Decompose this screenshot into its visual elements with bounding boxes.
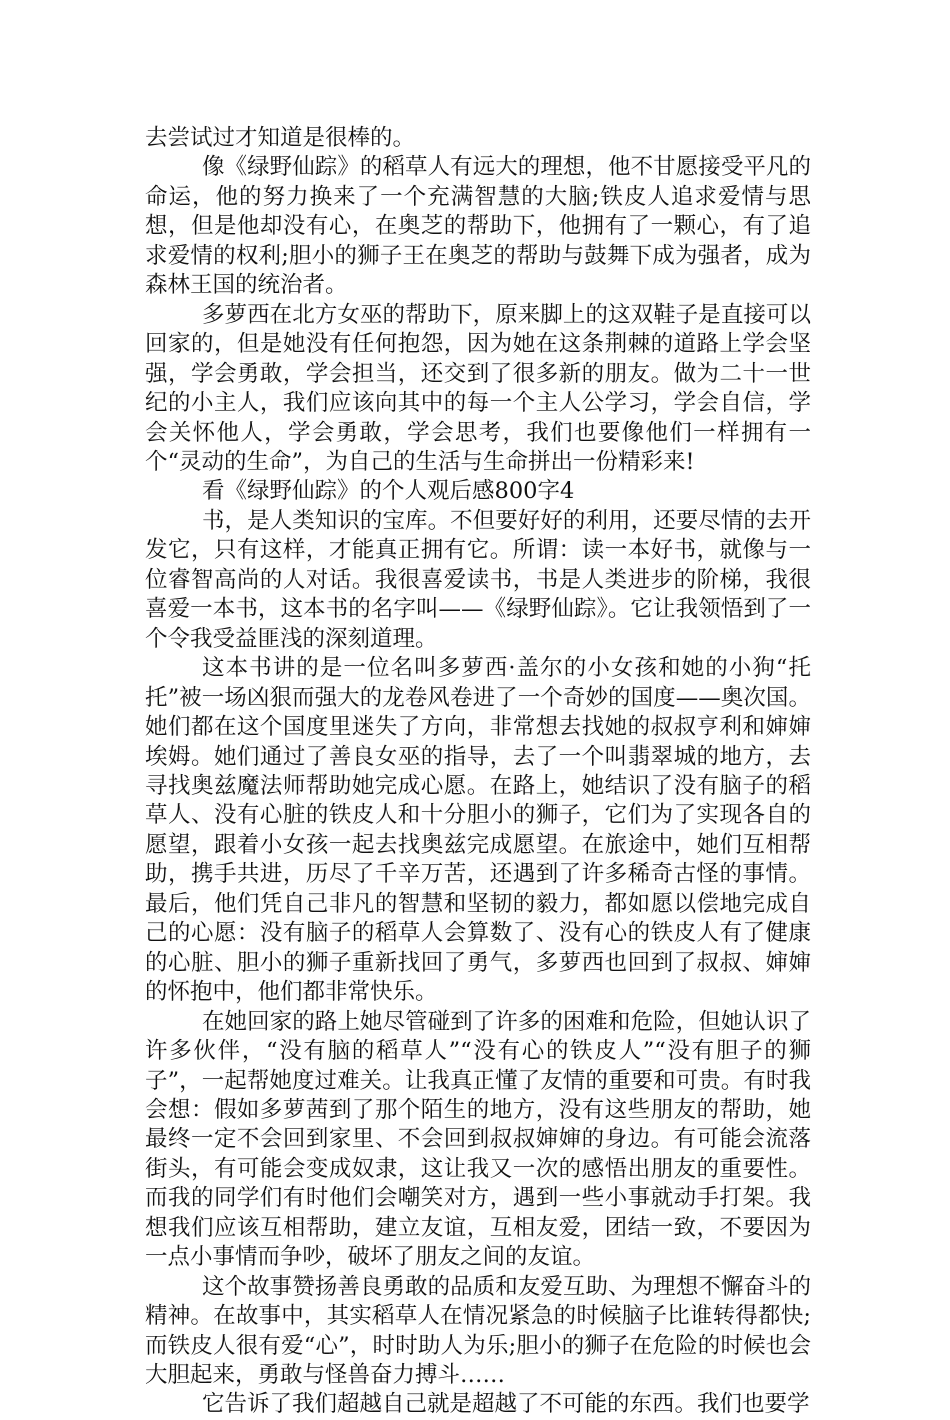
paragraph-surpass-self: 它告诉了我们超越自己就是超越了不可能的东西。我们也要学 (202, 1391, 810, 1418)
document-page (145, 124, 811, 1420)
paragraph-books-treasure: 书，是人类知识的宝库。不但要好好的利用，还要尽情的去开发它，只有这样，才能真正拥有它。所谓：读一本好书，就像与一位睿智高尚的人对话。我很喜爱读书，书是人类进步的阶梯，我很喜爱一本书，这本书的名字叫——《绿野仙踪》。它让我领悟到了一个令我受益匪浅的深刻道理。 (145, 507, 811, 652)
essay-heading: 看《绿野仙踪》的个人观后感800字4 (202, 478, 575, 505)
paragraph-dorothy-growth: 多萝西在北方女巫的帮助下，原来脚上的这双鞋子是直接可以回家的，但是她没有任何抱怨，因为她在这条荆棘的道路上学会坚强，学会勇敢，学会担当，还交到了很多新的朋友。做为二十一世纪的小主人，我们应该向其中的每一个主人公学习，学会自信，学会关怀他人，学会勇敢，学会思考，我们也要像他们一样拥有一个“灵动的生命”，为自己的生活与生命拼出一份精彩来! (145, 301, 811, 475)
paragraph-story-summary: 这本书讲的是一位名叫多萝西·盖尔的小女孩和她的小狗“托托”被一场凶狠而强大的龙卷风卷进了一个奇妙的国度——奥次国。她们都在这个国度里迷失了方向，非常想去找她的叔叔亨利和婶婶埃姆。她们通过了善良女巫的指导，去了一个叫翡翠城的地方，去寻找奥兹魔法师帮助她完成心愿。在路上，她结识了没有脑子的稻草人、没有心脏的铁皮人和十分胆小的狮子，它们为了实现各自的愿望，跟着小女孩一起去找奥兹完成愿望。在旅途中，她们互相帮助，携手共进，历尽了千辛万苦，还遇到了许多稀奇古怪的事情。最后，他们凭自己非凡的智慧和坚韧的毅力，都如愿以偿地完成自己的心愿：没有脑子的稻草人会算数了、没有心的铁皮人有了健康的心脏、胆小的狮子重新找回了勇气，多萝西也回到了叔叔、婶婶的怀抱中，他们都非常快乐。 (145, 655, 811, 1006)
paragraph-friendship: 在她回家的路上她尽管碰到了许多的困难和危险，但她认识了许多伙伴，“没有脑的稻草人”“没有心的铁皮人”“没有胆子的狮子”，一起帮她度过难关。让我真正懂了友情的重要和可贵。有时我会想：假如多萝茜到了那个陌生的地方，没有这些朋友的帮助，她最终一定不会回到家里、不会回到叔叔婶婶的身边。有可能会流落街头，有可能会变成奴隶，这让我又一次的感悟出朋友的重要性。而我的同学们有时他们会嘲笑对方，遇到一些小事就动手打架。我想我们应该互相帮助，建立友谊，互相友爱，团结一致，不要因为一点小事情而争吵，破坏了朋友之间的友谊。 (145, 1008, 811, 1271)
paragraph-scarecrow-ideals: 像《绿野仙踪》的稻草人有远大的理想，他不甘愿接受平凡的命运，他的努力换来了一个充满智慧的大脑;铁皮人追求爱情与思想，但是他却没有心，在奥芝的帮助下，他拥有了一颗心，有了追求爱情的权利;胆小的狮子王在奥芝的帮助与鼓舞下成为强者，成为森林王国的统治者。 (145, 154, 811, 299)
paragraph-continuation: 去尝试过才知道是很棒的。 (145, 125, 416, 151)
paragraph-story-praise: 这个故事赞扬善良勇敢的品质和友爱互助、为理想不懈奋斗的精神。在故事中，其实稻草人在情况紧急的时候脑子比谁转得都快;而铁皮人很有爱“心”，时时助人为乐;胆小的狮子在危险的时候也会大胆起来，勇敢与怪兽奋力搏斗…… (145, 1273, 811, 1389)
